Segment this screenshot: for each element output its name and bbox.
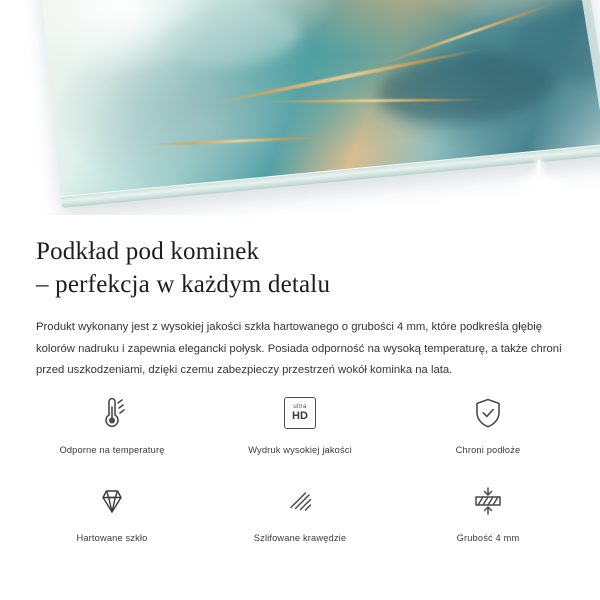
feature-label: Szlifowane krawędzie [253,533,347,543]
glass-panel-product-photo [39,0,600,208]
feature-thickness [394,478,582,556]
feature-label: Hartowane szkło [76,533,148,543]
feature-grid [0,390,600,556]
feature-label: Grubość 4 mm [456,533,520,543]
sparkle-icon [543,183,569,209]
hero-image [0,0,600,215]
artwork-swirl [161,2,304,72]
page-title [0,235,600,301]
gold-vein [146,135,334,146]
ultra-hd-badge-top: ultra [293,404,307,410]
diamond-icon [92,478,132,524]
ultra-hd-icon [284,390,316,436]
feature-temperature-resistant [18,390,206,468]
sparkle-icon [516,160,562,206]
content-block [0,215,600,382]
feature-tempered-glass [18,478,206,556]
product-description-text: Produkt wykonany jest z wysokiej jakości szkła hartowanego o grubości 4 mm, które podkreśla głębię kolorów nadruku i zapewnia elegancki połysk. Posiada odporność na wysoką temperaturę, a także chroni przed uszkodzeniami, dzięki czemu zabezpieczy przestrzeń wokół kominka na lata. [36,321,562,377]
ultra-hd-badge-bottom: HD [292,410,308,422]
shield-check-icon [468,390,508,436]
feature-label: Chroni podłoże [455,445,521,455]
feature-label: Wydruk wysokiej jakości [248,445,352,455]
feature-surface-protection [394,390,582,468]
thermometer-icon [92,390,132,436]
polished-edge-icon [280,478,320,524]
thickness-arrows-icon [466,478,510,524]
headline-line-1: Podkład pod kominek [36,238,260,265]
feature-polished-edges [206,478,394,556]
feature-print-quality [206,390,394,468]
headline-line-2: – perfekcja w każdym detalu [36,271,331,298]
feature-label: Odporne na temperaturę [59,445,165,455]
